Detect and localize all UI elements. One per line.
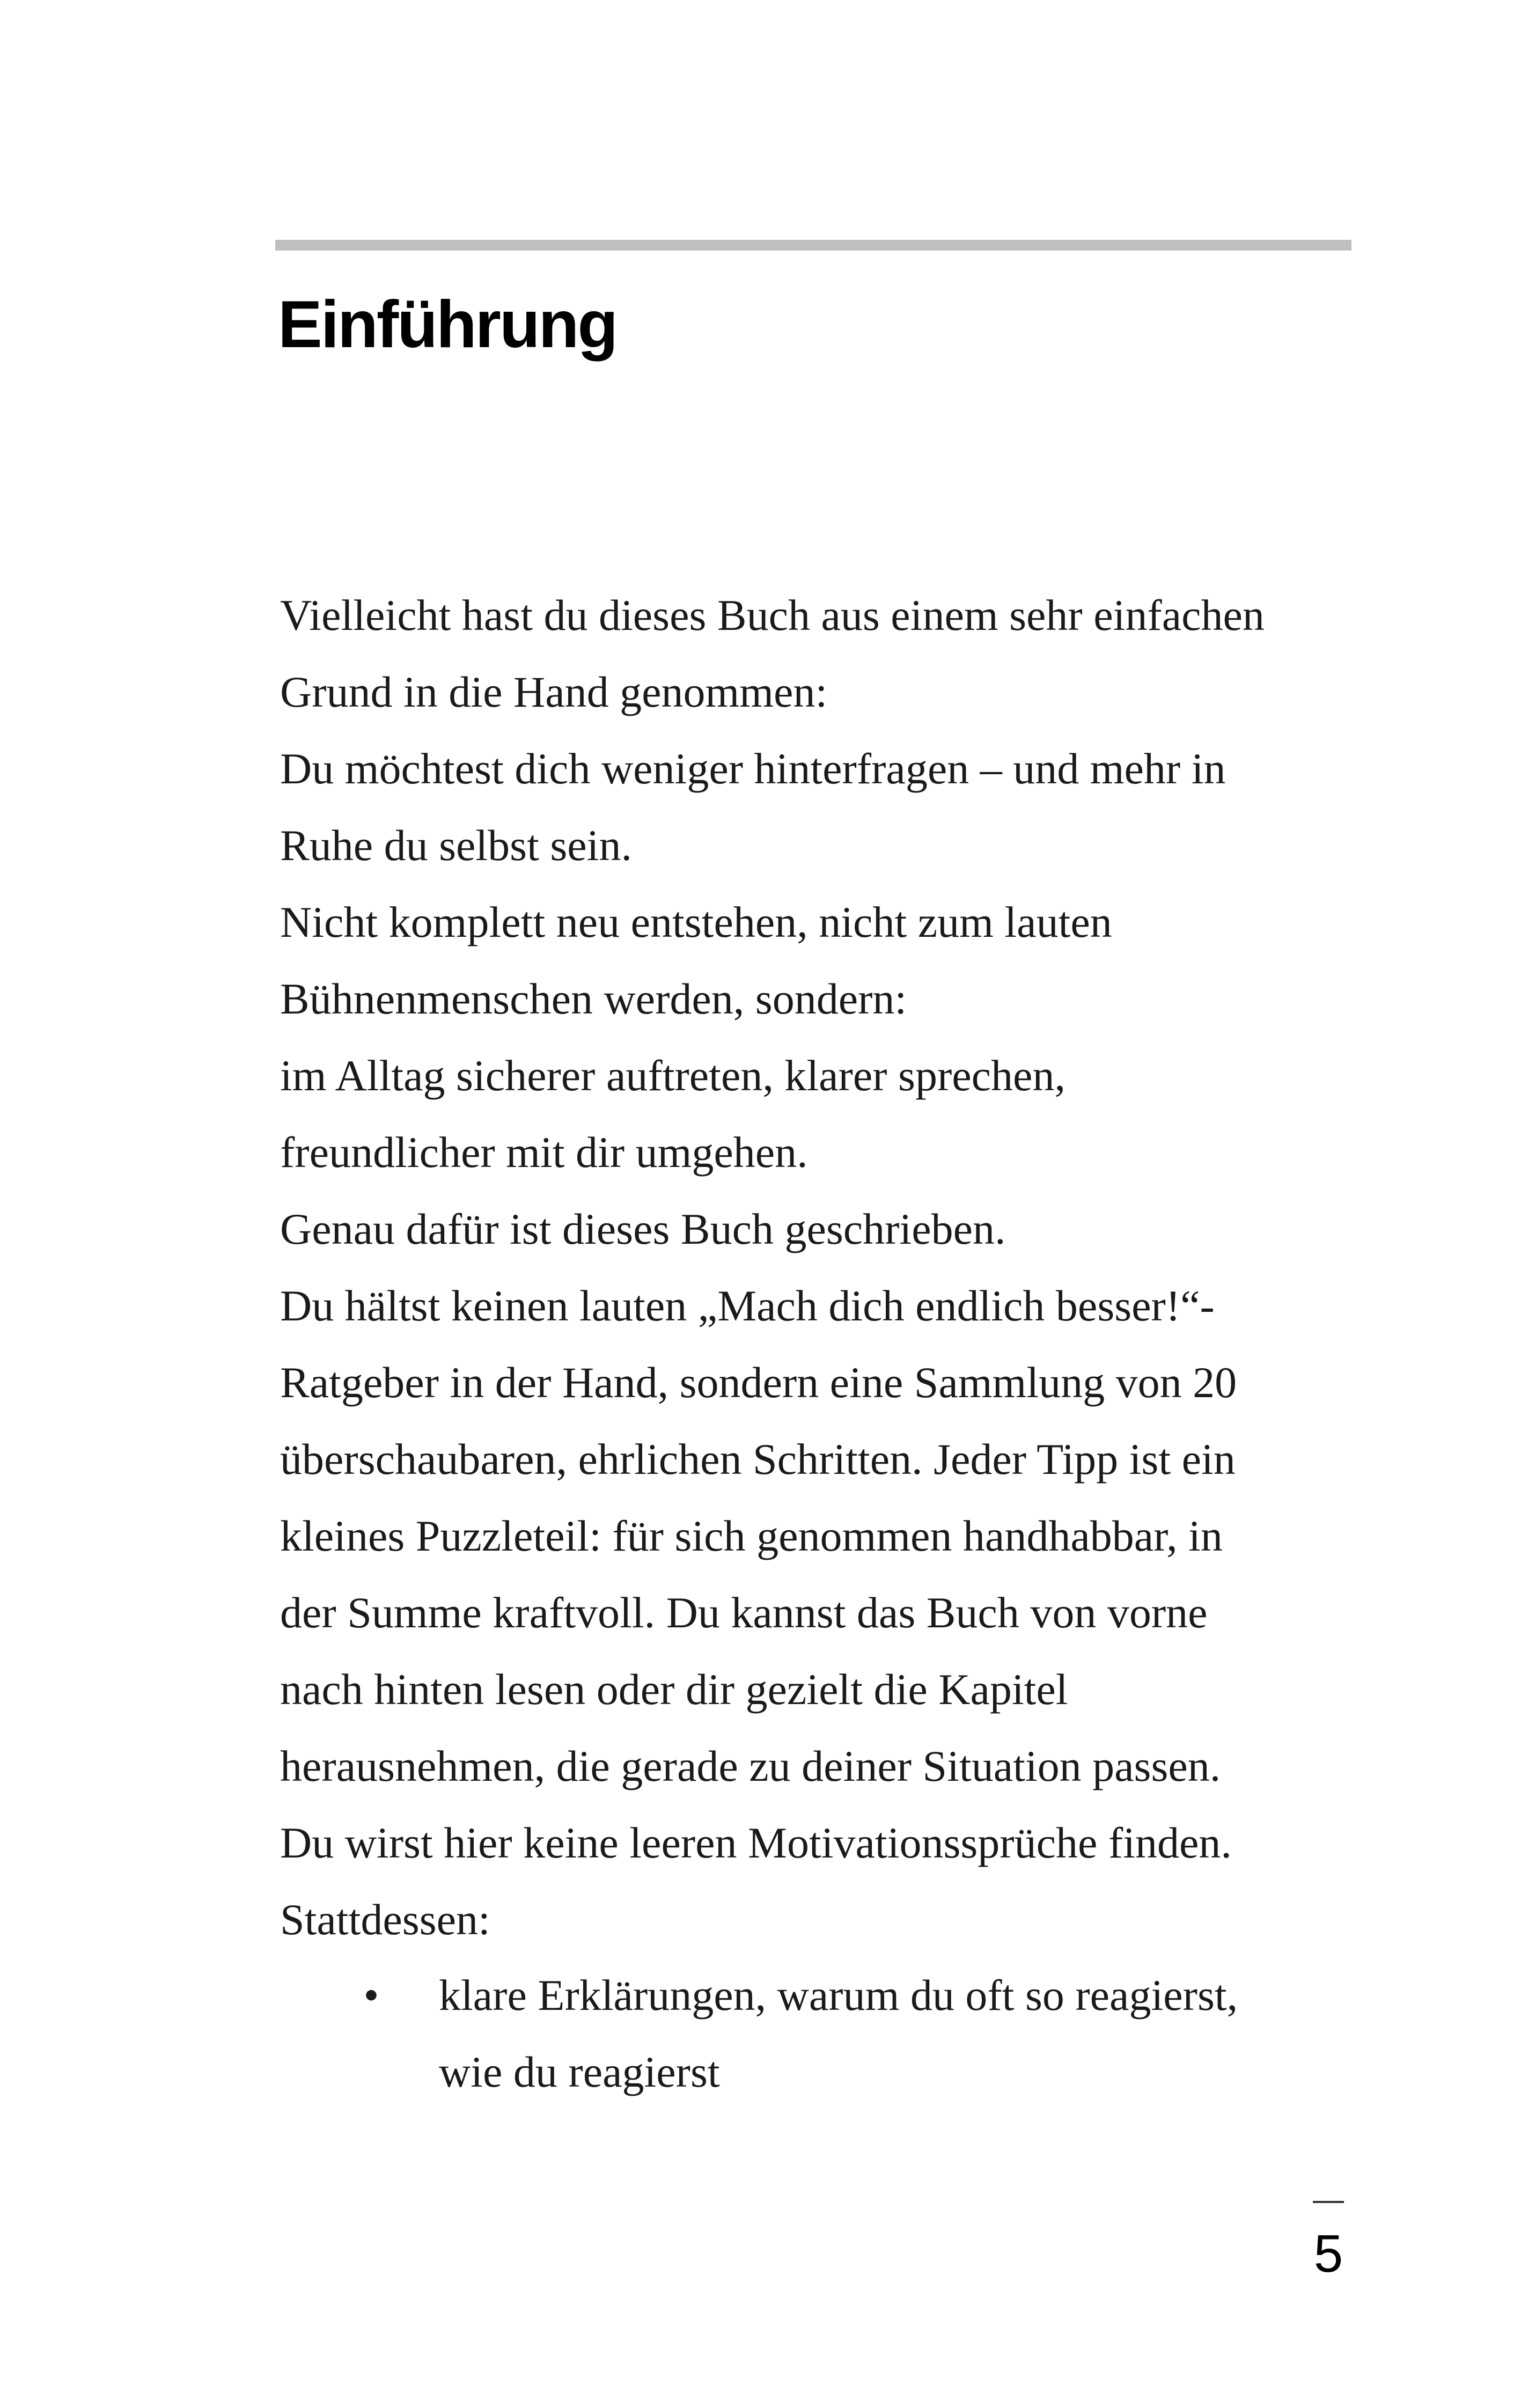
- body-line: im Alltag sicherer auftreten, klarer sprechen,: [280, 1051, 1066, 1100]
- chapter-title: Einführung: [278, 288, 617, 362]
- body-line: kleines Puzzleteil: für sich genommen handhabbar, in: [280, 1511, 1223, 1560]
- body-line: Du möchtest dich weniger hinterfragen – und mehr in: [280, 744, 1226, 793]
- body-line: Nicht komplett neu entstehen, nicht zum lauten: [280, 898, 1112, 946]
- body-line: Bühnenmenschen werden, sondern:: [280, 974, 907, 1023]
- body-line: Genau dafür ist dieses Buch geschrieben.: [280, 1205, 1006, 1253]
- body-line: nach hinten lesen oder dir gezielt die Kapitel: [280, 1665, 1068, 1714]
- body-line: Ruhe du selbst sein.: [280, 821, 632, 870]
- body-line: Vielleicht hast du dieses Buch aus einem sehr einfachen: [280, 591, 1265, 640]
- page-number-dash: [1313, 2201, 1344, 2203]
- body-line: Ratgeber in der Hand, sondern eine Sammlung von 20: [280, 1358, 1237, 1407]
- bullet-list: [280, 1957, 1358, 2110]
- body-line: Du wirst hier keine leeren Motivationssprüche finden.: [280, 1818, 1232, 1867]
- page-number: 5: [1313, 2224, 1343, 2283]
- body-line: der Summe kraftvoll. Du kannst das Buch von vorne: [280, 1588, 1208, 1637]
- chapter-top-rule: [275, 240, 1351, 251]
- body-line: Stattdessen:: [280, 1895, 490, 1944]
- body-line: überschaubaren, ehrlichen Schritten. Jeder Tipp ist ein: [280, 1435, 1236, 1484]
- bullet-line: wie du reagierst: [439, 2047, 720, 2096]
- bullet-list-item: [280, 1957, 1358, 2110]
- bullet-line: klare Erklärungen, warum du oft so reagierst,: [439, 1971, 1238, 2020]
- body-text: [280, 577, 1358, 1958]
- body-line: Du hältst keinen lauten „Mach dich endlich besser!“-: [280, 1281, 1215, 1330]
- body-line: freundlicher mit dir umgehen.: [280, 1128, 808, 1177]
- body-line: herausnehmen, die gerade zu deiner Situation passen.: [280, 1742, 1221, 1790]
- bullet-marker: •: [363, 1971, 379, 2020]
- body-line: Grund in die Hand genommen:: [280, 667, 828, 716]
